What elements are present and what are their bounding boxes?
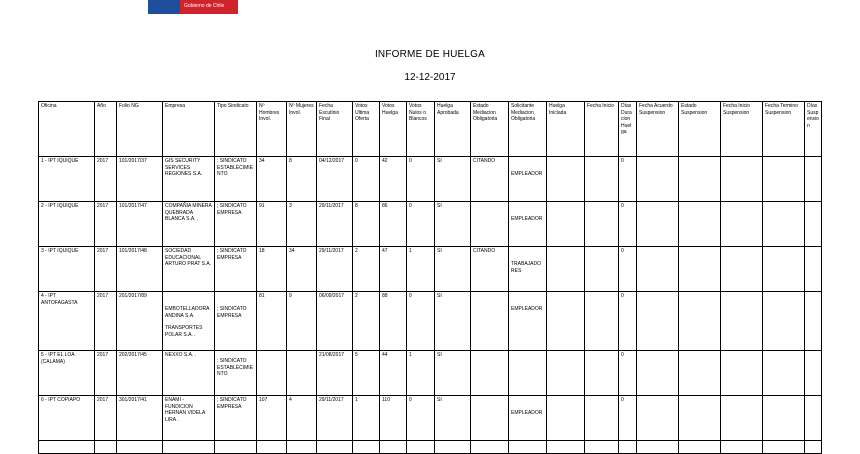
empresa-name: COMPAÑIA MINERA QUEBRADA BLANCA S.A. . (165, 203, 212, 222)
cell-empty (637, 351, 679, 396)
cell-oficina: 5 - IPT EL LOA (CALAMA) (39, 351, 95, 396)
col-fecha-inicio-suspension: Fecha Inicio Suspension (721, 102, 763, 157)
cell-empty (95, 441, 117, 454)
logo-blue-block (148, 0, 180, 14)
cell-votos-nulos: 0 (407, 292, 435, 351)
empresa-name: GIS SECURITY SERVICES REGIONES S.A. (165, 158, 203, 177)
solicitante-text: EMPLEADOR (511, 410, 543, 416)
cell-tipo: ; SINDICATO EMPRESA (215, 202, 257, 247)
cell-fecha: 06/09/2017 (317, 292, 353, 351)
col-folio: Folio NG (117, 102, 163, 157)
cell-fecha-inicio (585, 157, 619, 202)
col-fecha-escrutinio: Fecha Escutinio Final (317, 102, 353, 157)
col-anio: Año (95, 102, 117, 157)
cell-fecha-inicio (585, 396, 619, 441)
cell-tipo: ; SINDICATO ESTABLECIMIENTO (215, 157, 257, 202)
cell-hombres (257, 351, 287, 396)
col-mujeres: Nº Mujeres Invol. (287, 102, 317, 157)
cell-folio: 202/2017/45 (117, 351, 163, 396)
cell-dias: 0 (619, 202, 637, 247)
col-solicitante-mediacion: Solicitante Mediacion Obligatoria (509, 102, 547, 157)
cell-empty (509, 441, 547, 454)
cell-aprobada: SI (435, 292, 471, 351)
col-estado-suspension: Estado Suspension (679, 102, 721, 157)
cell-estado-mediacion (471, 351, 509, 396)
cell-empty (637, 202, 679, 247)
cell-iniciada (547, 202, 585, 247)
cell-empty (679, 247, 721, 292)
cell-fecha-inicio (585, 202, 619, 247)
cell-anio: 2017 (95, 157, 117, 202)
cell-votos-huelga: 47 (380, 247, 407, 292)
cell-tipo (215, 292, 257, 351)
cell-empty (763, 247, 805, 292)
cell-estado-mediacion (471, 202, 509, 247)
cell-empty (763, 292, 805, 351)
cell-fecha: 04/12/2017 (317, 157, 353, 202)
cell-votos-oferta: 1 (353, 396, 380, 441)
cell-empty (763, 351, 805, 396)
cell-empty (215, 441, 257, 454)
cell-empty (679, 351, 721, 396)
empresa-name-secondary: TRANSPORTES POLAR S.A. . (165, 325, 203, 338)
cell-votos-huelga: 44 (380, 351, 407, 396)
cell-iniciada (547, 292, 585, 351)
cell-empty (287, 441, 317, 454)
cell-empty (585, 441, 619, 454)
cell-empty (763, 441, 805, 454)
cell-votos-huelga: 110 (380, 396, 407, 441)
cell-hombres: 18 (257, 247, 287, 292)
cell-empty (721, 157, 763, 202)
cell-empty (721, 351, 763, 396)
cell-aprobada: SI (435, 247, 471, 292)
cell-dias: 0 (619, 351, 637, 396)
cell-mujeres: 3 (287, 202, 317, 247)
col-fecha-termino-suspension: Fecha Termino Suspension (763, 102, 805, 157)
cell-aprobada: SI (435, 157, 471, 202)
cell-hombres: 91 (257, 202, 287, 247)
cell-dias: 0 (619, 292, 637, 351)
cell-oficina: 2 - IPT IQUIQUE (39, 202, 95, 247)
cell-fecha: 21/08/2017 (317, 351, 353, 396)
cell-oficina: 4 - IPT ANTOFAGASTA (39, 292, 95, 351)
col-dias-duracion: Días Duracion Huelga (619, 102, 637, 157)
table-row (39, 292, 822, 351)
cell-empty (679, 157, 721, 202)
col-fecha-inicio: Fecha Inicio (585, 102, 619, 157)
cell-empty (721, 202, 763, 247)
col-empresa: Empresa (163, 102, 215, 157)
cell-empty (679, 292, 721, 351)
strike-report-table (38, 101, 822, 454)
col-tipo-sindicato: Tipo Sindicato (215, 102, 257, 157)
cell-folio: 101/2017/37 (117, 157, 163, 202)
cell-votos-nulos: 0 (407, 396, 435, 441)
table-row (39, 202, 822, 247)
solicitante-text: EMPLEADOR (511, 171, 543, 177)
cell-iniciada (547, 396, 585, 441)
cell-empresa (163, 396, 215, 441)
cell-votos-oferta: 0 (353, 157, 380, 202)
cell-oficina: 3 - IPT IQUIQUE (39, 247, 95, 292)
cell-empty (317, 441, 353, 454)
cell-iniciada (547, 247, 585, 292)
cell-empty (721, 292, 763, 351)
cell-empty (805, 292, 822, 351)
cell-empty (721, 247, 763, 292)
cell-tipo: ; SINDICATO EMPRESA (215, 396, 257, 441)
cell-empty (805, 396, 822, 441)
cell-empty (805, 157, 822, 202)
cell-estado-mediacion: CITANDO (471, 157, 509, 202)
table-row (39, 396, 822, 441)
table-row (39, 157, 822, 202)
col-votos-oferta: Votos Ultima Oferta (353, 102, 380, 157)
report-title: INFORME DE HUELGA (374, 49, 486, 60)
cell-solicitante (509, 202, 547, 247)
cell-votos-nulos: 1 (407, 351, 435, 396)
cell-empresa (163, 247, 215, 292)
cell-folio: 201/2017/89 (117, 292, 163, 351)
cell-empty (637, 441, 679, 454)
cell-empty (721, 396, 763, 441)
cell-estado-mediacion (471, 292, 509, 351)
cell-empty (679, 202, 721, 247)
cell-votos-huelga: 42 (380, 157, 407, 202)
cell-empty (257, 441, 287, 454)
cell-empty (763, 157, 805, 202)
tipo-text: ; SINDICATO ESTABLECIMIENTO (217, 358, 254, 377)
cell-empty (435, 441, 471, 454)
cell-dias: 0 (619, 396, 637, 441)
cell-empty (637, 247, 679, 292)
cell-oficina: 1 - IPT IQUIQUE (39, 157, 95, 202)
report-date: 12-12-2017 (404, 72, 456, 83)
cell-dias: 0 (619, 247, 637, 292)
cell-empty (353, 441, 380, 454)
cell-folio: 101/2017/48 (117, 247, 163, 292)
cell-aprobada: SI (435, 351, 471, 396)
cell-solicitante (509, 247, 547, 292)
cell-empty (679, 396, 721, 441)
cell-folio: 301/2017/41 (117, 396, 163, 441)
col-votos-huelga: Votos Huelga (380, 102, 407, 157)
cell-empty (763, 202, 805, 247)
table-row (39, 351, 822, 396)
cell-anio: 2017 (95, 247, 117, 292)
cell-estado-mediacion (471, 396, 509, 441)
cell-empty (380, 441, 407, 454)
cell-empresa (163, 351, 215, 396)
cell-tipo (215, 351, 257, 396)
cell-fecha: 29/11/2017 (317, 202, 353, 247)
cell-votos-huelga: 88 (380, 292, 407, 351)
cell-folio: 101/2017/47 (117, 202, 163, 247)
cell-empty (637, 292, 679, 351)
cell-oficina: 6 - IPT COPIAPO (39, 396, 95, 441)
cell-solicitante (509, 292, 547, 351)
cell-votos-nulos: 0 (407, 157, 435, 202)
cell-anio: 2017 (95, 202, 117, 247)
cell-dias: 0 (619, 157, 637, 202)
cell-empty (39, 441, 95, 454)
solicitante-text: TRABAJADORES (511, 261, 542, 274)
empresa-name: NEXXO S.A. . (165, 352, 197, 358)
cell-empty (117, 441, 163, 454)
cell-empresa (163, 202, 215, 247)
cell-mujeres: 4 (287, 396, 317, 441)
cell-empresa (163, 292, 215, 351)
col-fecha-acuerdo-suspension: Fecha Acuerdo Suspension (637, 102, 679, 157)
cell-anio: 2017 (95, 351, 117, 396)
tipo-text: ; SINDICATO EMPRESA (217, 306, 247, 319)
col-hombres: Nº Hombres Invol. (257, 102, 287, 157)
cell-votos-huelga: 86 (380, 202, 407, 247)
cell-empty (407, 441, 435, 454)
cell-aprobada: SI (435, 396, 471, 441)
cell-tipo: ; SINDICATO EMPRESA (215, 247, 257, 292)
empresa-name: ENAMI - FUNDICION HERNAN VIDELA LIRA . (165, 397, 206, 423)
cell-iniciada (547, 351, 585, 396)
col-huelga-iniciada: Huelga Iniciada (547, 102, 585, 157)
cell-fecha-inicio (585, 351, 619, 396)
cell-empty (805, 351, 822, 396)
cell-anio: 2017 (95, 292, 117, 351)
table-row (39, 247, 822, 292)
cell-empresa (163, 157, 215, 202)
government-logo (148, 0, 238, 14)
cell-empty (805, 202, 822, 247)
cell-solicitante (509, 157, 547, 202)
cell-votos-oferta: 2 (353, 292, 380, 351)
cell-fecha: 29/11/2017 (317, 247, 353, 292)
empresa-name: SOCIEDAD EDUCACIONAL ARTURO PRAT S.A. (165, 248, 212, 267)
cell-mujeres: 9 (287, 292, 317, 351)
cell-mujeres (287, 351, 317, 396)
cell-fecha-inicio (585, 247, 619, 292)
empresa-name: EMBOTELLADORA ANDINA S.A. (165, 306, 210, 319)
cell-fecha-inicio (585, 292, 619, 351)
cell-hombres: 107 (257, 396, 287, 441)
cell-votos-oferta: 8 (353, 202, 380, 247)
cell-aprobada: SI (435, 202, 471, 247)
cell-solicitante (509, 396, 547, 441)
cell-votos-oferta: 5 (353, 351, 380, 396)
table-header-row (39, 102, 822, 157)
col-dias-suspension: Días Suspension (805, 102, 822, 157)
cell-mujeres: 8 (287, 157, 317, 202)
logo-red-block (180, 0, 238, 14)
cell-mujeres: 34 (287, 247, 317, 292)
cell-anio: 2017 (95, 396, 117, 441)
cell-votos-oferta: 2 (353, 247, 380, 292)
cell-empty (721, 441, 763, 454)
cell-estado-mediacion: CITANDO (471, 247, 509, 292)
col-huelga-aprobada: Huelga Aprobada (435, 102, 471, 157)
cell-empty (637, 396, 679, 441)
cell-votos-nulos: 0 (407, 202, 435, 247)
cell-empty (679, 441, 721, 454)
solicitante-text: EMPLEADOR (511, 216, 543, 222)
cell-empty (637, 157, 679, 202)
cell-empty (763, 396, 805, 441)
col-oficina: Oficina (39, 102, 95, 157)
cell-hombres: 81 (257, 292, 287, 351)
cell-empty (805, 441, 822, 454)
solicitante-text: EMPLEADOR (511, 306, 543, 312)
cell-empty (471, 441, 509, 454)
cell-hombres: 34 (257, 157, 287, 202)
table-row-partial (39, 441, 822, 454)
col-votos-nulos: Votos Nulos o Blancos (407, 102, 435, 157)
cell-fecha: 29/11/2017 (317, 396, 353, 441)
logo-text: Gobierno de Chile (184, 3, 225, 9)
cell-empty (547, 441, 585, 454)
cell-votos-nulos: 1 (407, 247, 435, 292)
cell-iniciada (547, 157, 585, 202)
cell-empty (805, 247, 822, 292)
cell-empty (163, 441, 215, 454)
col-estado-mediacion: Estado Mediacion Obligatoria (471, 102, 509, 157)
cell-solicitante (509, 351, 547, 396)
cell-empty (619, 441, 637, 454)
